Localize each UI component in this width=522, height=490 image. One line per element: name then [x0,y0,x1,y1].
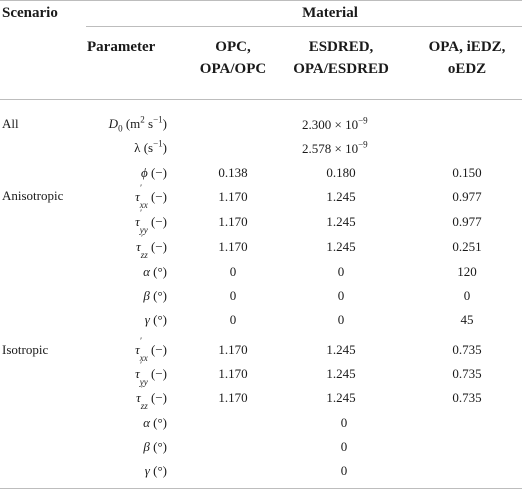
phi-v3: 0.150 [452,165,482,180]
iso-tau-xx-v2: 1.245 [326,342,356,357]
param-iso-tau-yy: τ ′ $_{yy}$ (−) [135,360,167,387]
header-rule [0,99,522,100]
iso-tau-xx-v3: 0.735 [452,342,482,357]
col3-header-line2: oEDZ [447,61,487,77]
aniso-gamma-v3: 45 [460,312,474,327]
iso-tau-yy-v2: 1.245 [326,366,356,381]
iso-beta-merged: 0 [340,439,348,454]
param-aniso-gamma: γ (°) [144,312,167,327]
col1-header-line1: OPC, [215,39,251,55]
param-aniso-alpha: α (°) [143,264,167,279]
param-aniso-tau-zz: τ ′ $_{zz}$ (−) [136,233,167,260]
iso-tau-zz-v1: 1.170 [218,390,248,405]
scenario-header: Scenario [2,5,58,21]
aniso-tau-zz-v1: 1.170 [218,239,248,254]
param-lambda: λ $(s^{-1})$ [134,138,167,155]
col2-header-line2: OPA/ESDRED [293,61,389,77]
aniso-alpha-v1: 0 [229,264,237,279]
phi-v2: 0.180 [326,165,356,180]
aniso-alpha-v2: 0 [337,264,345,279]
iso-gamma-merged: 0 [340,463,348,478]
iso-tau-zz-v3: 0.735 [452,390,482,405]
aniso-beta-v1: 0 [229,288,237,303]
scenario-all: All [2,116,19,131]
param-phi: ϕ (−) [141,165,167,180]
param-iso-beta: β (°) [143,439,167,454]
iso-tau-zz-v2: 1.245 [326,390,356,405]
param-d0: $D_0$ ($m^2$ $s^{-1}$) [108,114,167,134]
aniso-beta-v2: 0 [337,288,345,303]
param-aniso-tau-xx: τ ′ $_{xx}$ (−) [135,183,167,210]
col3-header-line1: OPA, iEDZ, [428,39,506,55]
aniso-gamma-v2: 0 [337,312,345,327]
col2-header-line1: ESDRED, [308,39,374,55]
param-aniso-tau-yy: τ ′ $_{yy}$ (−) [135,208,167,235]
aniso-alpha-v3: 120 [457,264,477,279]
aniso-tau-zz-v2: 1.245 [326,239,356,254]
aniso-beta-v3: 0 [463,288,471,303]
iso-tau-yy-v1: 1.170 [218,366,248,381]
material-underline [86,26,522,27]
aniso-tau-yy-v3: 0.977 [452,214,482,229]
aniso-tau-xx-v2: 1.245 [326,189,356,204]
scenario-anisotropic: Anisotropic [2,188,64,203]
col1-header-line2: OPA/OPC [199,61,267,77]
param-aniso-beta: β (°) [143,288,167,303]
iso-tau-xx-v1: 1.170 [218,342,248,357]
d0-merged-value: $2.300 \times 10^{-9}$ [302,115,368,132]
param-iso-gamma: γ (°) [144,463,167,478]
material-header: Material [302,5,358,21]
aniso-tau-xx-v3: 0.977 [452,189,482,204]
param-iso-tau-xx: τ ′ $_{xx}$ (−) [135,336,167,363]
aniso-gamma-v1: 0 [229,312,237,327]
iso-alpha-merged: 0 [340,415,348,430]
parameter-header: Parameter [87,39,156,55]
iso-tau-yy-v3: 0.735 [452,366,482,381]
aniso-tau-zz-v3: 0.251 [452,239,482,254]
bottom-rule [0,488,522,489]
phi-v1: 0.138 [218,165,248,180]
aniso-tau-yy-v1: 1.170 [218,214,248,229]
lambda-merged-value: $2.578 \times 10^{-9}$ [302,139,368,156]
scenario-isotropic: Isotropic [2,342,49,357]
aniso-tau-xx-v1: 1.170 [218,189,248,204]
aniso-tau-yy-v2: 1.245 [326,214,356,229]
top-rule [0,0,522,1]
param-iso-alpha: α (°) [143,415,167,430]
param-iso-tau-zz: τ ′ $_{zz}$ (−) [136,384,167,411]
